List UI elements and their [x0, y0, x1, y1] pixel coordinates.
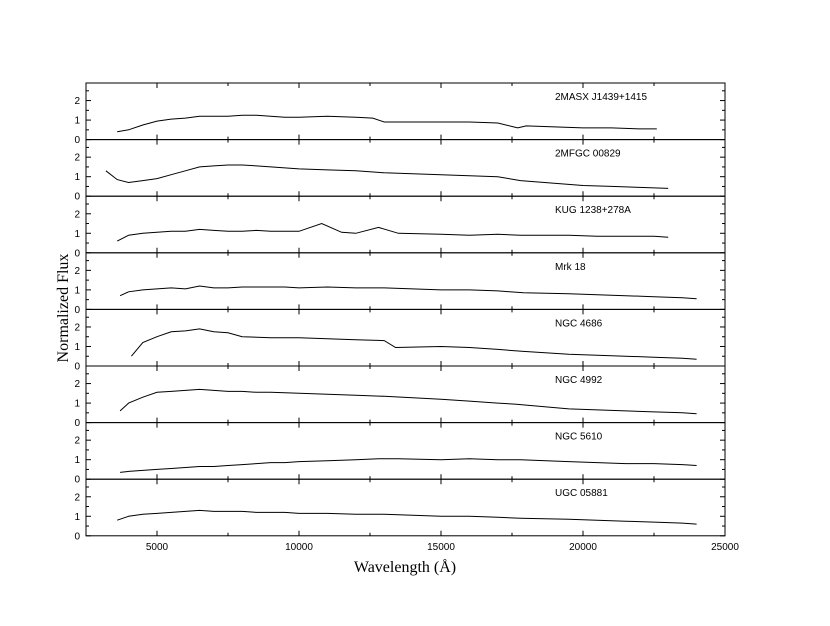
x-tick-label: 20000 — [569, 541, 597, 553]
spectrum-line — [117, 510, 696, 524]
x-tick-label: 25000 — [711, 541, 739, 553]
x-axis-title: Wavelength (Å) — [353, 559, 457, 576]
spectra-panels — [74, 83, 725, 542]
spectrum-line — [117, 224, 668, 242]
spectrum-line — [120, 389, 697, 413]
spectrum-line — [117, 115, 657, 132]
y-tick-label: 0 — [74, 248, 80, 260]
y-tick-label: 2 — [74, 152, 80, 164]
x-axis — [146, 542, 739, 553]
y-tick-label: 2 — [74, 209, 80, 221]
spectrum-panel — [74, 309, 725, 372]
y-tick-label: 2 — [74, 96, 80, 108]
y-tick-label: 1 — [74, 341, 80, 353]
spectrum-line — [120, 459, 697, 473]
panel-frame — [86, 140, 725, 197]
panel-label: KUG 1238+278A — [555, 205, 631, 217]
panel-frame — [86, 309, 725, 366]
spectrum-panel — [74, 253, 725, 316]
panel-label: Mrk 18 — [555, 261, 586, 273]
y-tick-label: 1 — [74, 398, 80, 410]
y-tick-label: 0 — [74, 531, 80, 543]
y-tick-label: 1 — [74, 455, 80, 467]
spectrum-line — [131, 329, 696, 359]
spectrum-line — [120, 286, 697, 299]
y-tick-label: 1 — [74, 228, 80, 240]
panel-label: 2MFGC 00829 — [555, 148, 621, 160]
panel-frame — [86, 253, 725, 310]
y-tick-label: 0 — [74, 135, 80, 147]
panel-label: NGC 4686 — [555, 318, 603, 330]
panel-label: NGC 5610 — [555, 431, 603, 443]
y-tick-label: 1 — [74, 511, 80, 523]
y-tick-label: 2 — [74, 322, 80, 334]
panel-frame — [86, 366, 725, 423]
y-tick-label: 0 — [74, 474, 80, 486]
y-tick-label: 2 — [74, 265, 80, 277]
y-axis-title: Normalized Flux — [55, 253, 72, 363]
y-tick-label: 1 — [74, 285, 80, 297]
spectrum-panel — [74, 196, 725, 259]
x-tick-label: 5000 — [145, 541, 169, 553]
y-tick-label: 1 — [74, 172, 80, 184]
y-tick-label: 2 — [74, 435, 80, 447]
spectrum-panel — [74, 366, 725, 429]
panel-label: 2MASX J1439+1415 — [555, 92, 648, 103]
spectrum-panel — [74, 423, 725, 486]
panel-label: UGC 05881 — [555, 488, 608, 500]
x-tick-label: 15000 — [427, 541, 455, 553]
spectrum-panel — [74, 83, 725, 146]
x-tick-label: 10000 — [285, 541, 313, 553]
y-tick-label: 2 — [74, 379, 80, 391]
panel-frame — [86, 479, 725, 536]
y-tick-label: 0 — [74, 191, 80, 203]
y-tick-label: 1 — [74, 115, 80, 127]
y-tick-label: 2 — [74, 492, 80, 504]
panel-frame — [86, 423, 725, 480]
y-tick-label: 0 — [74, 361, 80, 373]
y-tick-label: 0 — [74, 304, 80, 316]
spectrum-line — [106, 165, 668, 188]
panel-label: NGC 4992 — [555, 375, 603, 386]
spectrum-panel — [74, 479, 725, 542]
spectrum-panel — [74, 140, 725, 203]
y-tick-label: 0 — [74, 418, 80, 430]
